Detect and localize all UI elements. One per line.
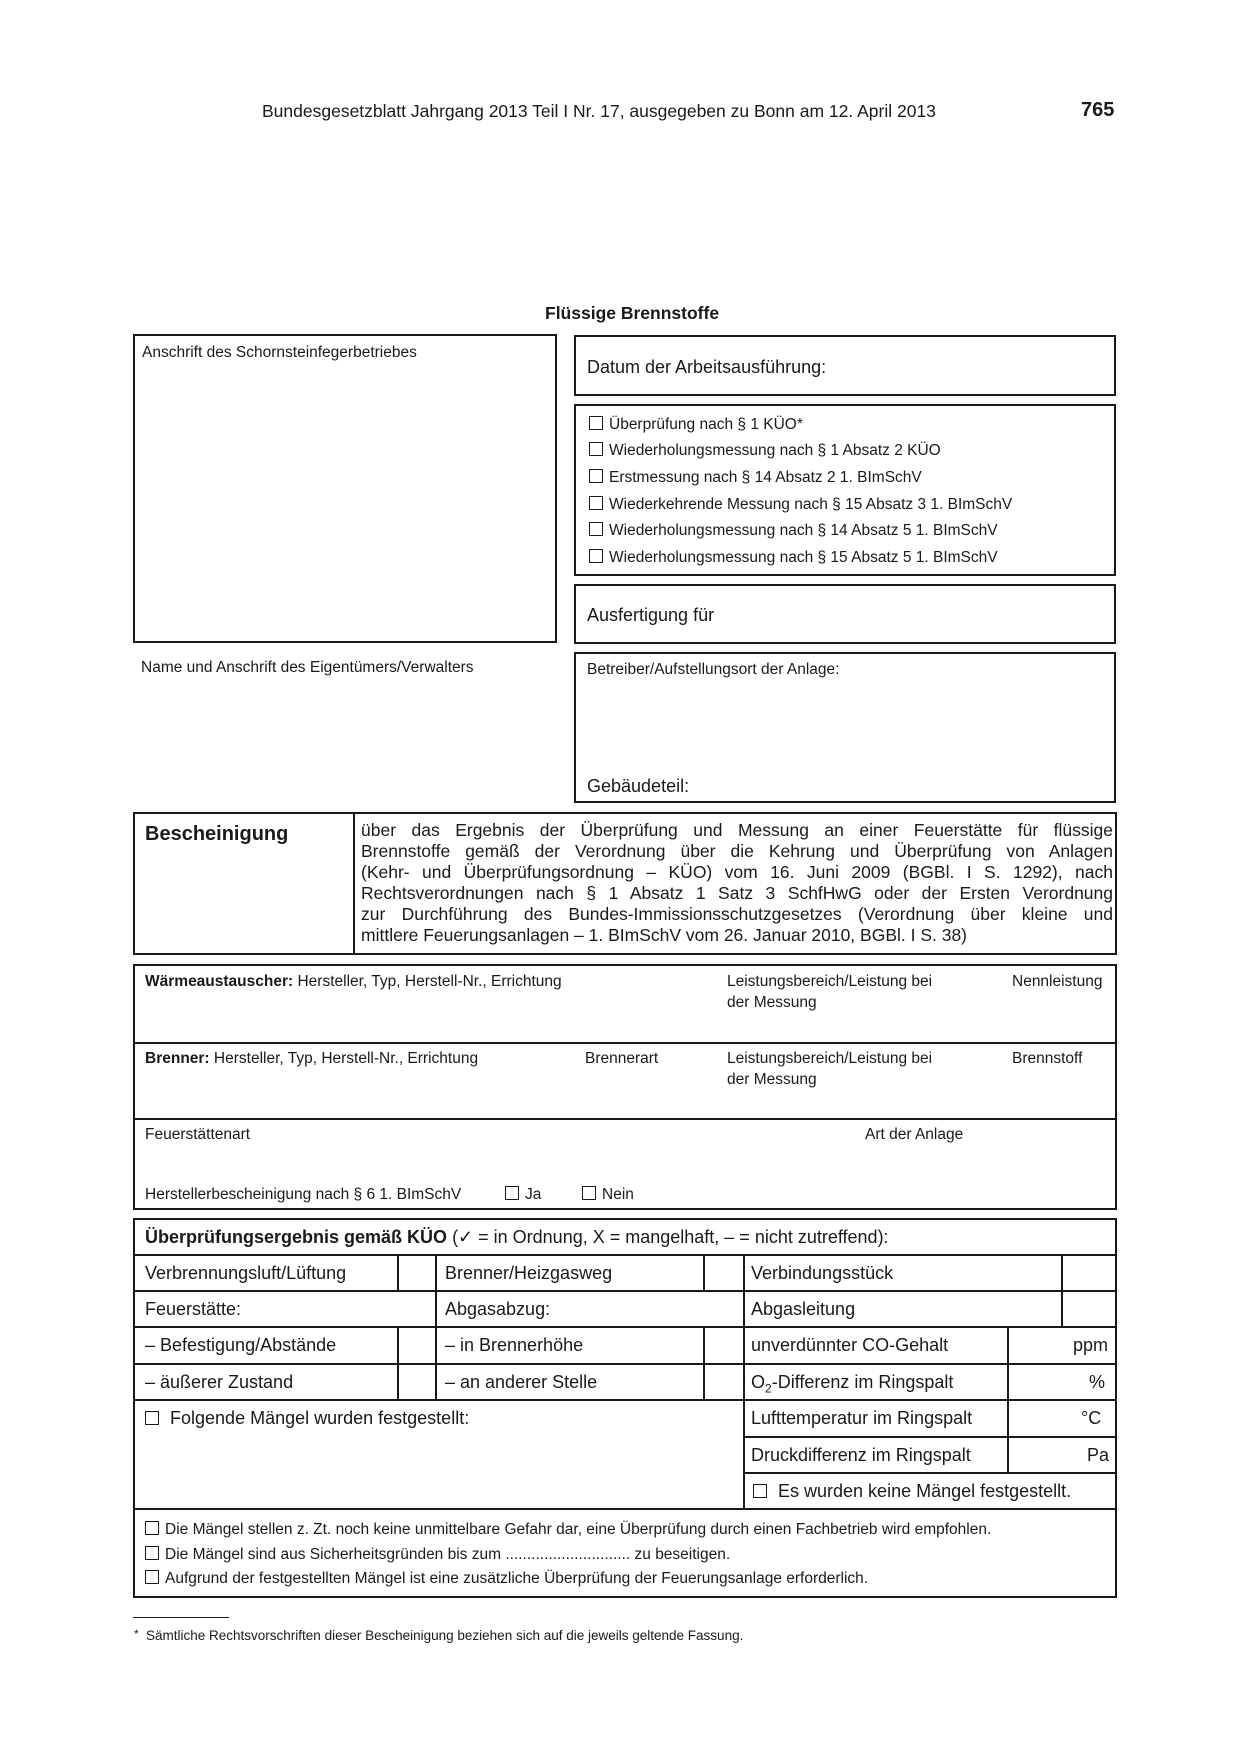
burner-flue-label: Brenner/Heizgasweg (445, 1263, 613, 1283)
nominal-power-label: Nennleistung (1012, 973, 1103, 990)
date-box[interactable] (574, 335, 1116, 396)
note-item[interactable]: Aufgrund der festgestellten Mängel ist eine zusätzliche Überprüfung der Feuerungsanlage erforderlich. (145, 1570, 868, 1588)
note-item[interactable]: Die Mängel stellen z. Zt. noch keine unmittelbare Gefahr dar, eine Überprüfung durch einen Fachbetrieb wird empfohlen. (145, 1521, 991, 1539)
air-temp-label: Lufttemperatur im Ringspalt (751, 1408, 973, 1428)
no-defects-option[interactable]: Es wurden keine Mängel festgestellt. (753, 1481, 1071, 1502)
exhaust-pipe-label: Abgasleitung (751, 1299, 856, 1319)
ppm-unit: ppm (1073, 1335, 1109, 1355)
checkbox[interactable] (145, 1521, 159, 1535)
fuel-label: Brennstoff (1012, 1050, 1083, 1067)
divider (353, 814, 355, 953)
power-range-label-cont: der Messung (727, 994, 817, 1011)
mounting-label: – Befestigung/Abstände (145, 1335, 337, 1355)
date-label: Datum der Arbeitsausführung: (587, 357, 827, 377)
building-part-label: Gebäudeteil: (587, 776, 690, 796)
result-table (133, 1218, 1117, 1598)
yes-option[interactable]: Ja (505, 1186, 541, 1204)
check-item[interactable]: Erstmessung nach § 14 Absatz 2 1. BImSchV (589, 469, 922, 487)
checkbox[interactable] (589, 549, 603, 563)
exhaust-outlet-label: Abgasabzug: (445, 1299, 551, 1319)
checkbox[interactable] (589, 496, 603, 510)
certificate-box (133, 812, 1117, 955)
burner-field[interactable]: Brenner: Hersteller, Typ, Herstell-Nr., Errichtung (145, 1050, 479, 1067)
copy-for-label: Ausfertigung für (587, 605, 715, 625)
checkbox[interactable] (145, 1546, 159, 1560)
connector-label: Verbindungsstück (751, 1263, 894, 1283)
burner-type-label: Brennerart (585, 1050, 659, 1067)
checkbox[interactable] (505, 1186, 519, 1200)
check-item[interactable]: Wiederkehrende Messung nach § 15 Absatz 3 1. BImSchV (589, 496, 1012, 514)
check-item[interactable]: Überprüfung nach § 1 KÜO* (589, 416, 803, 434)
power-range-label: Leistungsbereich/Leistung bei (727, 1050, 933, 1067)
owner-label: Name und Anschrift des Eigentümers/Verwalters (141, 659, 474, 676)
checkbox[interactable] (145, 1570, 159, 1584)
checkbox[interactable] (589, 469, 603, 483)
checkbox[interactable] (589, 442, 603, 456)
operator-box[interactable] (574, 652, 1116, 803)
fireplace-type-label: Feuerstättenart (145, 1126, 251, 1143)
defects-found-option[interactable]: Folgende Mängel wurden festgestellt: (145, 1408, 469, 1429)
checkbox[interactable] (589, 522, 603, 536)
certificate-title: Bescheinigung (145, 823, 289, 845)
divider (135, 1042, 1115, 1044)
check-item[interactable]: Wiederholungsmessung nach § 15 Absatz 5 1. BImSchV (589, 549, 998, 567)
note-item[interactable]: Die Mängel sind aus Sicherheitsgründen bis zum ............................. zu beseitigen. (145, 1546, 730, 1564)
celsius-unit: °C (1081, 1408, 1102, 1428)
company-address-label: Anschrift des Schornsteinfegerbetriebes (142, 344, 417, 361)
combustion-air-label: Verbrennungsluft/Lüftung (145, 1263, 347, 1283)
footnote-marker: * (134, 1627, 139, 1641)
no-option[interactable]: Nein (582, 1186, 634, 1204)
check-item[interactable]: Wiederholungsmessung nach § 1 Absatz 2 KÜO (589, 442, 941, 460)
divider (135, 1118, 1115, 1120)
footnote-text: Sämtliche Rechtsvorschriften dieser Bescheinigung beziehen sich auf die jeweils geltende Fassung. (146, 1628, 744, 1643)
fireplace-label: Feuerstätte: (145, 1299, 242, 1319)
o2-difference-label: $O_2$-Differenz im Ringspalt (751, 1372, 954, 1396)
power-range-label-cont: der Messung (727, 1071, 817, 1088)
burner-height-label: – in Brennerhöhe (445, 1335, 584, 1355)
page-number: 765 (1081, 99, 1115, 121)
running-title: Bundesgesetzblatt Jahrgang 2013 Teil I Nr. 17, ausgegeben zu Bonn am 12. April 2013 (262, 101, 936, 121)
pressure-diff-label: Druckdifferenz im Ringspalt (751, 1445, 971, 1465)
external-condition-label: – äußerer Zustand (145, 1372, 294, 1392)
manufacturer-cert-label: Herstellerbescheinigung nach § 6 1. BImSchV (145, 1186, 462, 1203)
power-range-label: Leistungsbereich/Leistung bei (727, 973, 933, 990)
operator-label: Betreiber/Aufstellungsort der Anlage: (587, 661, 840, 678)
checkbox[interactable] (582, 1186, 596, 1200)
form-title: Flüssige Brennstoffe (545, 303, 720, 323)
co-content-label: unverdünnter CO-Gehalt (751, 1335, 949, 1355)
checkbox[interactable] (589, 416, 603, 430)
other-location-label: – an anderer Stelle (445, 1372, 598, 1392)
heat-exchanger-field[interactable]: Wärmeaustauscher: Hersteller, Typ, Herstell-Nr., Errichtung (145, 973, 562, 990)
footnote-rule (133, 1617, 229, 1618)
company-address-box[interactable] (133, 334, 557, 643)
checkbox[interactable] (145, 1411, 159, 1425)
checkbox[interactable] (753, 1484, 767, 1498)
copy-for-box[interactable] (574, 584, 1116, 644)
check-item[interactable]: Wiederholungsmessung nach § 14 Absatz 5 1. BImSchV (589, 522, 998, 540)
plant-type-label: Art der Anlage (865, 1126, 964, 1143)
equipment-box (133, 964, 1117, 1210)
result-heading: Überprüfungsergebnis gemäß KÜO (✓ = in Ordnung, X = mangelhaft, – = nicht zutreffend): (145, 1227, 889, 1247)
certificate-text: über das Ergebnis der Überprüfung und Messung an einer Feuerstätte für flüssige Brennstoffe gemäß der Verordnung über die Kehrung und Überprüfung von Anlagen (Kehr- und Überprüfungsordnung – KÜO) vom 16. Juni 2009 (BGBl. I S. 1292), nach Rechtsverordnungen nach § 1 Absatz 1 Satz 3 SchfHwG oder der Ersten Verordnung zur Durchführung des Bundes-Immissionsschutzgesetzes (Verordnung über kleine und mittlere Feuerungsanlagen – 1. BImSchV vom 26. Januar 2010, BGBl. I S. 38) (361, 820, 1113, 945)
percent-unit: % (1089, 1372, 1106, 1392)
pascal-unit: Pa (1087, 1445, 1110, 1465)
measurement-type-box (574, 404, 1116, 576)
